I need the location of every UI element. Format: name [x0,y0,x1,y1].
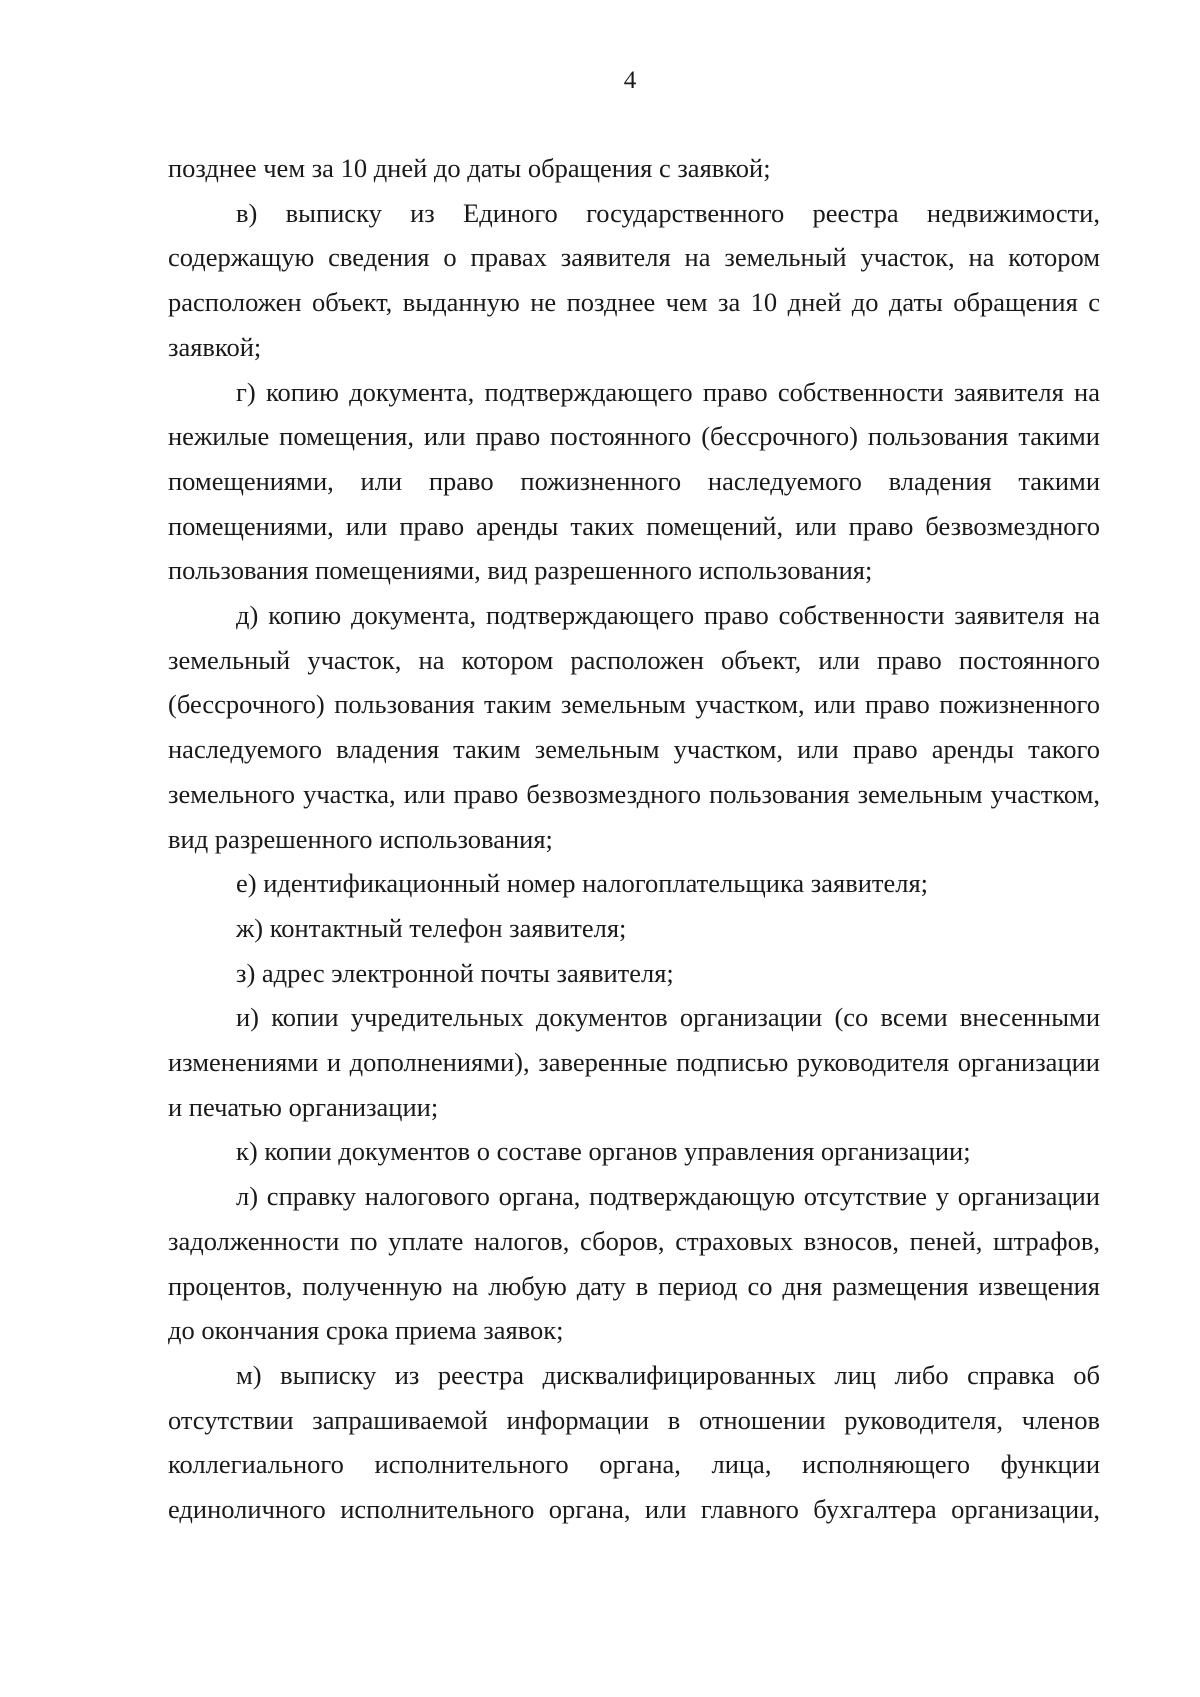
paragraph-item-i: и) копии учредительных документов организации (со всеми внесенными изменениями и дополнениями), заверенные подписью руководителя организации и печатью организации; [168,1002,1100,1122]
paragraph-item-d: д) копию документа, подтверждающего право собственности заявителя на земельный участок, на котором расположен объект, или право постоянного (бессрочного) пользования таким земельным участком, или право пожизненного наследуемого владения таким земельным участком, или право аренды такого земельного участка, или право безвозмездного пользования земельным участком, вид разрешенного использования; [168,600,1100,854]
paragraph-item-g: г) копию документа, подтверждающего право собственности заявителя на нежилые помещения, или право постоянного (бессрочного) пользования такими помещениями, или право пожизненного наследуемого владения такими помещениями, или право аренды таких помещений, или право безвозмездного пользования помещениями, вид разрешенного использования; [168,376,1100,586]
document-body [168,146,1100,1532]
paragraph-continuation: позднее чем за 10 дней до даты обращения с заявкой; [168,153,771,183]
paragraph-item-k: к) копии документов о составе органов управления организации; [236,1136,971,1167]
page-number: 4 [623,67,637,94]
paragraph-item-z: з) адрес электронной почты заявителя; [236,957,674,988]
paragraph-item-l: л) справку налогового органа, подтверждающую отсутствие у организации задолженности по уплате налогов, сборов, страховых взносов, пеней, штрафов, процентов, полученную на любую дату в период со дня размещения извещения до окончания срока приема заявок; [168,1181,1100,1346]
paragraph-item-zh: ж) контактный телефон заявителя; [236,912,627,943]
paragraph-item-e: е) идентификационный номер налогоплательщика заявителя; [236,868,929,899]
paragraph-item-m: м) выписку из реестра дисквалифицированных лиц либо справка об отсутствии запрашиваемой информации в отношении руководителя, членов коллегиального исполнительного органа, лица, исполняющего функции единоличного исполнительного органа, или главного бухгалтера организации, [168,1359,1100,1525]
paragraph-item-v: в) выписку из Единого государственного реестра недвижимости, содержащую сведения о правах заявителя на земельный участок, на котором расположен объект, выданную не позднее чем за 10 дней до даты обращения с заявкой; [168,197,1100,362]
